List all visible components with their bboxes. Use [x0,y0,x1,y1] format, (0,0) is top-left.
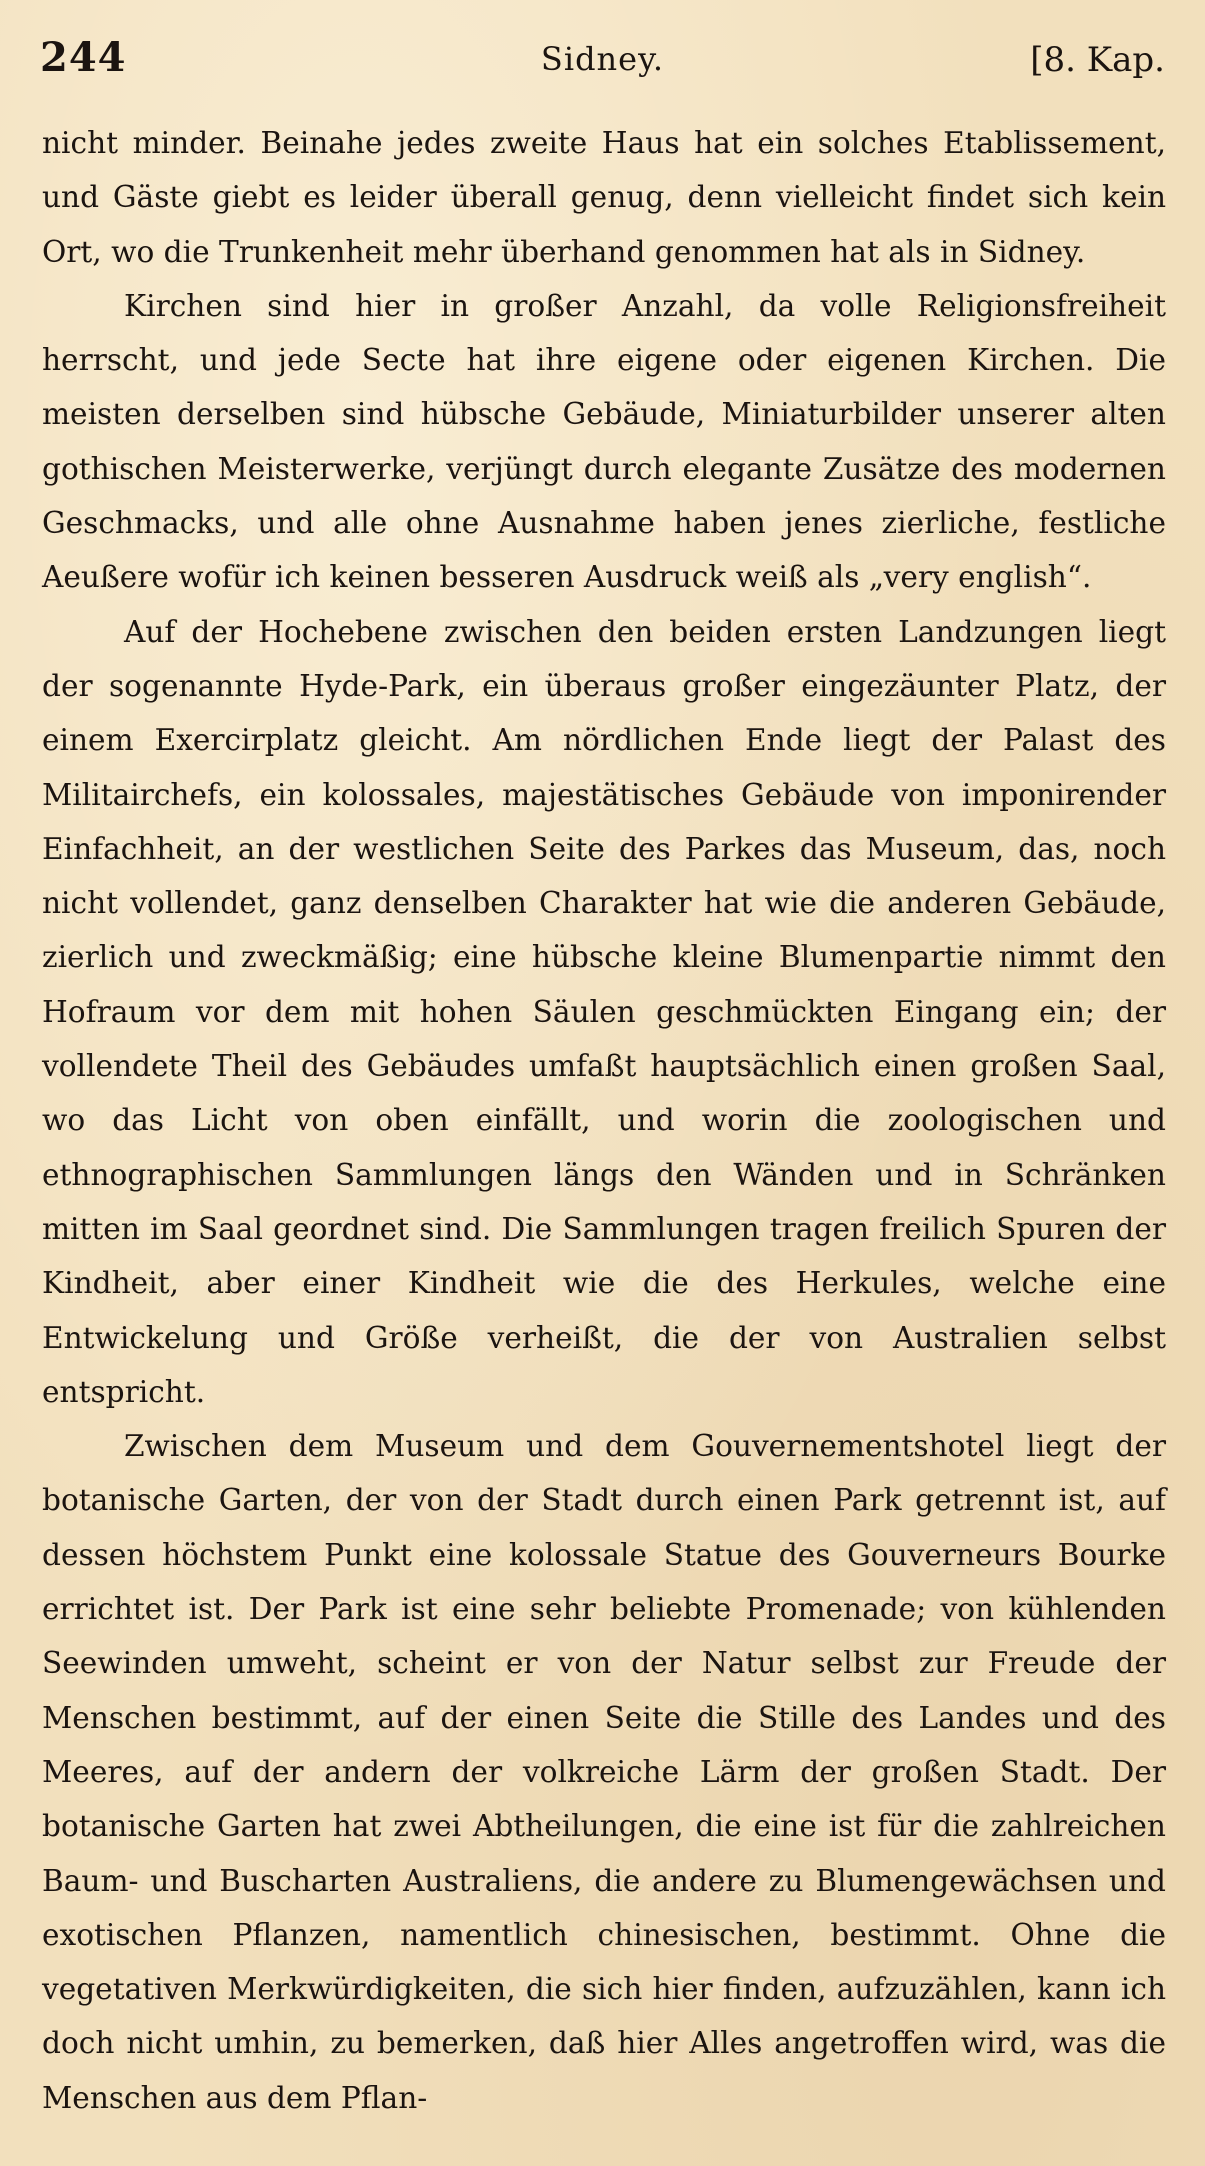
body-text [42,116,1166,2125]
paragraph-continuation: nicht minder. Beinahe jedes zweite Haus hat ein solches Etablissement, und Gäste giebt es leider überall genug, denn vielleicht findet sich kein Ort, wo die Trunkenheit mehr überhand genommen hat als in Sidney. [42,126,1166,269]
page-header [40,34,1165,104]
paragraph-churches: Kirchen sind hier in großer Anzahl, da volle Religionsfreiheit herrscht, und jede Secte hat ihre eigene oder eigenen Kirchen. Die meisten derselben sind hübsche Gebäude, Miniaturbilder unserer alten gothischen Meisterwerke, verjüngt durch elegante Zusätze des modernen Geschmacks, und alle ohne Ausnahme haben jenes zierliche, festliche Aeußere wofür ich keinen besseren Ausdruck weiß als „very english“. [42,288,1166,595]
running-title: Sidney. [540,40,665,78]
chapter-reference: [8. Kap. [1030,40,1165,80]
paragraph-botanic-garden: Zwischen dem Museum und dem Gouvernementshotel liegt der botanische Garten, der von der Stadt durch einen Park getrennt ist, auf dessen höchstem Punkt eine kolossale Statue des Gouverneurs Bourke errichtet ist. Der Park ist eine sehr beliebte Promenade; von kühlenden Seewinden umweht, scheint er von der Natur selbst zur Freude der Menschen bestimmt, auf der einen Seite die Stille des Landes und des Meeres, auf der andern der volkreiche Lärm der großen Stadt. Der botanische Garten hat zwei Abtheilungen, die eine ist für die zahlreichen Baum- und Buscharten Australiens, die andere zu Blumengewächsen und exotischen Pflanzen, namentlich chinesischen, bestimmt. Ohne die vegetativen Merkwürdigkeiten, die sich hier finden, aufzuzählen, kann ich doch nicht umhin, zu bemerken, daß hier Alles angetroffen wird, was die Menschen aus dem Pflan- [42,1429,1166,2115]
page-number: 244 [40,34,127,81]
paragraph-hyde-park: Auf der Hochebene zwischen den beiden ersten Landzungen liegt der sogenannte Hyde-Park, ein überaus großer eingezäunter Platz, der einem Exercirplatz gleicht. Am nördlichen Ende liegt der Palast des Militairchefs, ein kolossales, majestätisches Gebäude von imponirender Einfachheit, an der westlichen Seite des Parkes das Museum, das, noch nicht vollendet, ganz denselben Charakter hat wie die anderen Gebäude, zierlich und zweckmäßig; eine hübsche kleine Blumenpartie nimmt den Hofraum vor dem mit hohen Säulen geschmückten Eingang ein; der vollendete Theil des Gebäudes umfaßt hauptsächlich einen großen Saal, wo das Licht von oben einfällt, und worin die zoologischen und ethnographischen Sammlungen längs den Wänden und in Schränken mitten im Saal geordnet sind. Die Sammlungen tragen freilich Spuren der Kindheit, aber einer Kindheit wie die des Herkules, welche eine Entwickelung und Größe verheißt, die der von Australien selbst entspricht. [42,614,1166,1409]
